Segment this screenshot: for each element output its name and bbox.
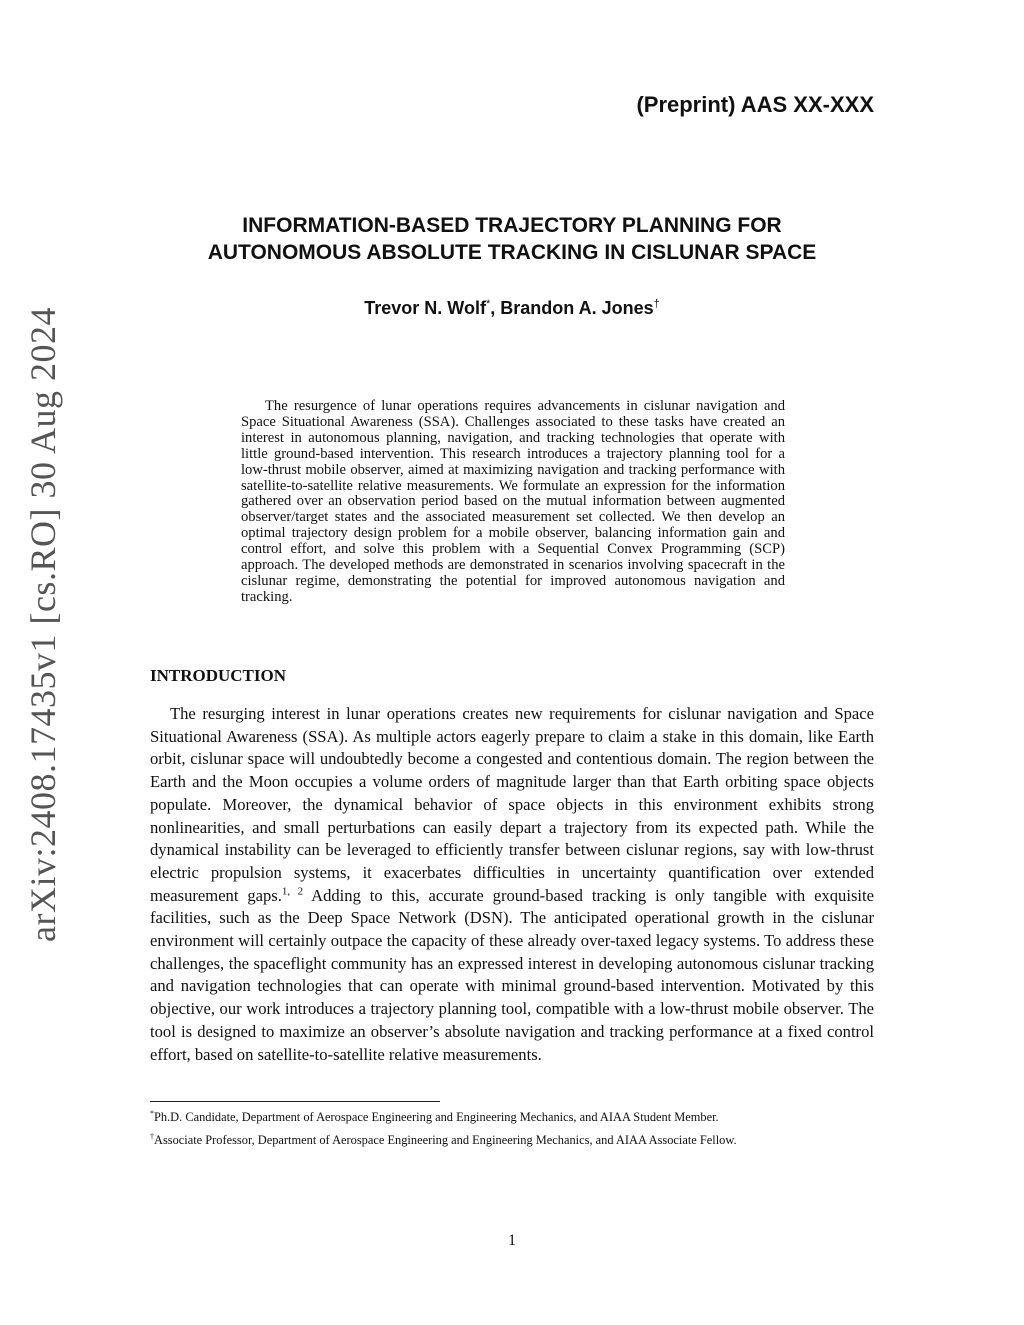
footnote-1-mark: * xyxy=(150,1109,154,1118)
page-number: 1 xyxy=(508,1232,516,1249)
section-heading-introduction: INTRODUCTION xyxy=(150,666,287,685)
author-1-footnote-mark: * xyxy=(485,298,491,310)
footnote-2-mark: † xyxy=(150,1132,154,1142)
author-1: Trevor N. Wolf xyxy=(364,298,486,318)
author-2-footnote-mark: † xyxy=(653,298,660,310)
author-list xyxy=(150,298,874,319)
footnote-1-text: Ph.D. Candidate, Department of Aerospace Engineering and Engineering Mechanics, and AIAA Student Member. xyxy=(154,1110,719,1125)
paper-title xyxy=(150,212,874,266)
citation-1-2[interactable]: 1, 2 xyxy=(281,885,304,898)
author-separator: , xyxy=(490,298,501,318)
footnote-1 xyxy=(150,1104,874,1127)
title-line-1: INFORMATION-BASED TRAJECTORY PLANNING FOR xyxy=(242,214,782,237)
arxiv-identifier[interactable]: arXiv:2408.17435v1 [cs.RO] 30 Aug 2024 xyxy=(23,307,63,942)
abstract: The resurgence of lunar operations requires advancements in cislunar navigation and Space Situational Awareness (SSA). Challenges associated to these tasks have created an interest in autonomous planning, navigation, and tracking technologies that operate with little ground-based intervention. This research introduces a trajectory planning tool for a low-thrust mobile observer, aimed at maximizing navigation and tracking performance with satellite-to-satellite relative measurements. We formulate an expression for the information gathered over an observation period based on the mutual information between augmented observer/target states and the associated measurement set collected. We then develop an optimal trajectory design problem for a mobile observer, balancing information gain and control effort, and solve this problem with a Sequential Convex Programming (SCP) approach. The developed methods are demonstrated in scenarios involving spacecraft in the cislunar regime, demonstrating the potential for improved autonomous navigation and tracking. xyxy=(241,398,785,605)
footnotes xyxy=(150,1104,874,1150)
intro-text-part-1: The resurging interest in lunar operations creates new requirements for cislunar navigation and Space Situational Awareness (SSA). As multiple actors eagerly prepare to claim a stake in this domain, like Earth orbit, cislunar space will undoubtedly become a congested and contentious domain. The region between the Earth and the Moon occupies a volume orders of magnitude larger than that Earth orbiting space objects populate. Moreover, the dynamical behavior of space objects in this environment exhibits strong nonlinearities, and small perturbations can easily depart a trajectory from its expected path. While the dynamical instability can be leveraged to efficiently transfer between cislunar regions, say with low-thrust electric propulsion systems, it exacerbates difficulties in uncertainty quantification over extended measurement gaps. xyxy=(150,704,874,905)
report-reference: (Preprint) AAS XX-XXX xyxy=(636,92,874,117)
footnote-divider xyxy=(150,1101,440,1102)
introduction-paragraph xyxy=(150,703,874,1066)
author-2: Brandon A. Jones xyxy=(500,298,654,318)
intro-text-part-2: Adding to this, accurate ground-based tracking is only tangible with exquisite facilities, such as the Deep Space Network (DSN). The anticipated operational growth in the cislunar environment will certainly outpace the capacity of these already over-taxed legacy systems. To address these challenges, the spaceflight community has an expressed interest in developing autonomous cislunar tracking and navigation technologies that can operate with minimal ground-based intervention. Motivated by this objective, our work introduces a trajectory planning tool, compatible with a low-thrust mobile observer. The tool is designed to maximize an observer’s absolute navigation and tracking performance at a fixed control effort, based on satellite-to-satellite relative measurements. xyxy=(150,885,875,1064)
footnote-2 xyxy=(150,1127,874,1150)
title-line-2: AUTONOMOUS ABSOLUTE TRACKING IN CISLUNAR SPACE xyxy=(207,241,817,264)
footnote-2-text: Associate Professor, Department of Aerospace Engineering and Engineering Mechanics, and AIAA Associate Fellow. xyxy=(154,1133,737,1148)
